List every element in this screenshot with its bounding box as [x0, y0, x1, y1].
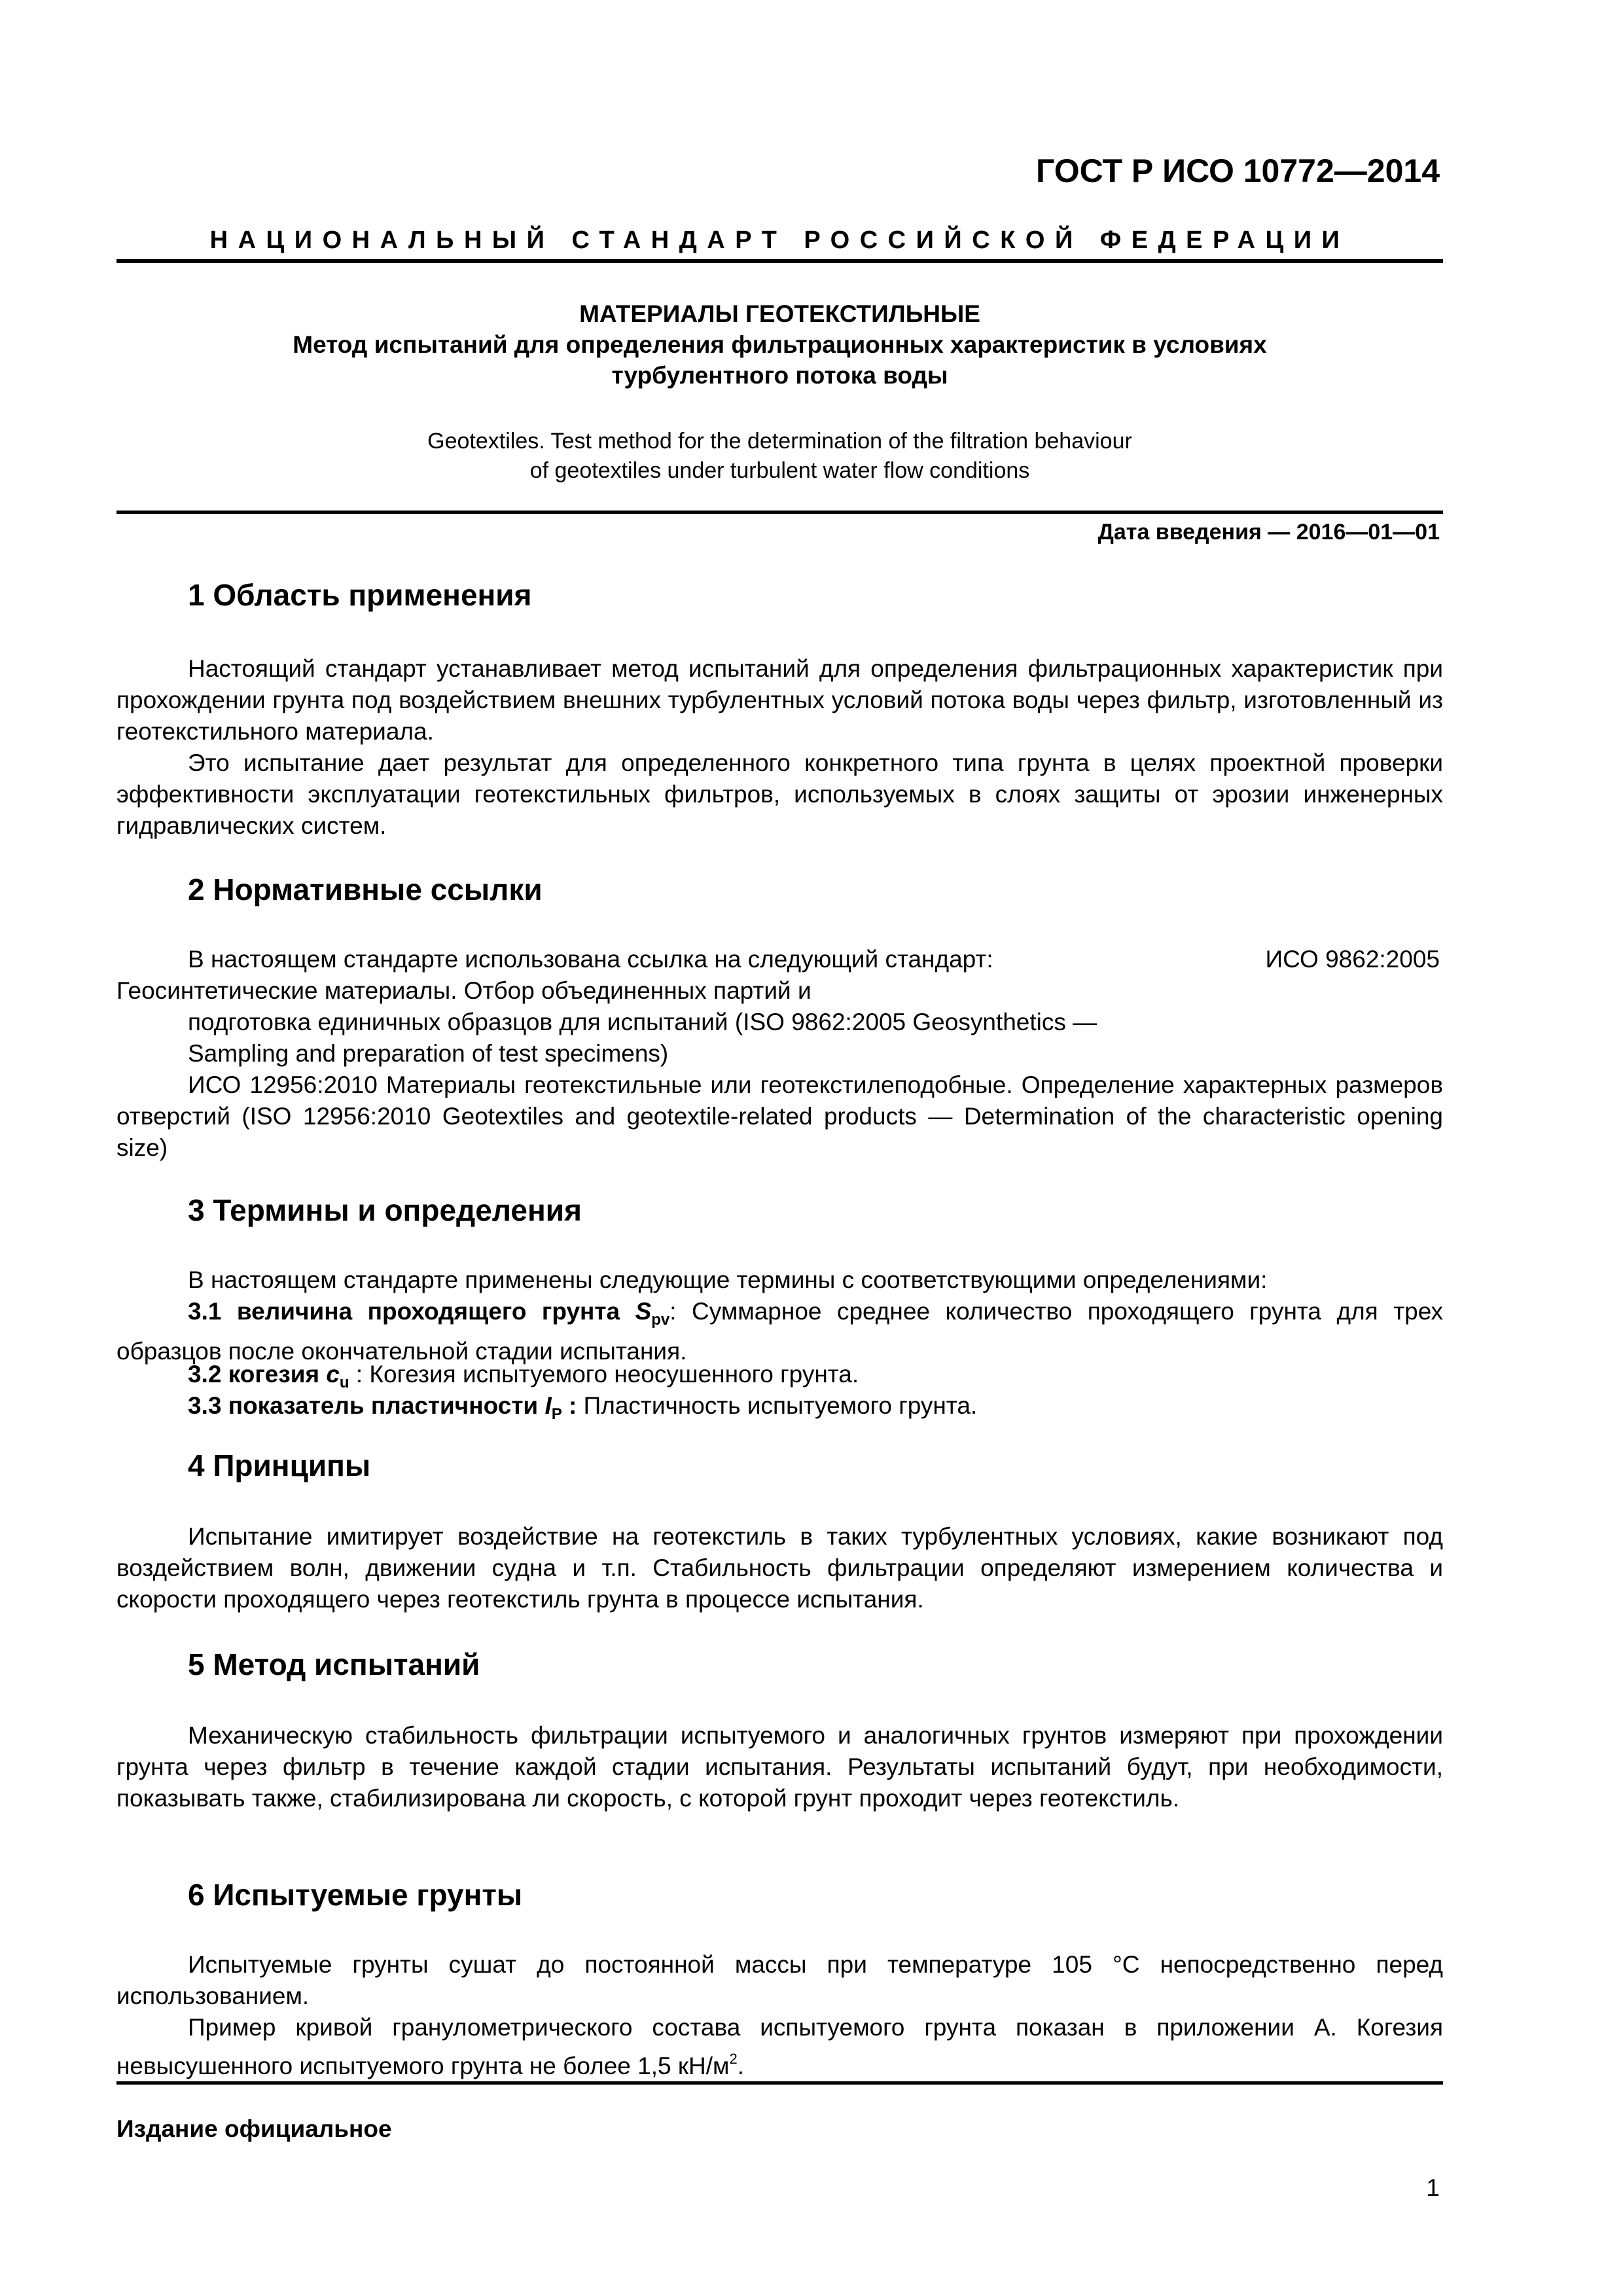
section-2-heading: 2 Нормативные ссылки: [188, 872, 543, 906]
term-3-3-symbol: I: [544, 1392, 552, 1419]
term-3-1-label: 3.1 величина проходящего грунта: [188, 1298, 635, 1325]
title-line-1: МАТЕРИАЛЫ ГЕОТЕКСТИЛЬНЫЕ: [579, 300, 980, 327]
section-6-paragraph-1: Испытуемые грунты сушат до постоянной массы при температуре 105 °С непосредственно перед использованием.: [116, 1951, 1443, 2009]
section-2-line-4: Sampling and preparation of test specimens): [188, 1040, 669, 1067]
english-title-block: [116, 427, 1443, 486]
section-1-paragraph-1: Настоящий стандарт устанавливает метод испытаний для определения фильтрационных характеристик при прохождении грунта под воздействием внешних турбулентных условий потока воды через фильтр, изготовленный из геотекстильного материала.: [116, 655, 1443, 745]
national-standard-banner: НАЦИОНАЛЬНЫЙ СТАНДАРТ РОССИЙСКОЙ ФЕДЕРАЦИИ: [209, 226, 1350, 254]
header-rule: [116, 259, 1443, 263]
title-rule: [116, 511, 1443, 514]
term-3-1-definition: : Суммарное среднее количество проходящего грунта для трех образцов после окончательной стадии испытания.: [116, 1298, 1443, 1365]
section-1-heading: 1 Область применения: [188, 578, 532, 612]
section-1-paragraph-2: Это испытание дает результат для определенного конкретного типа грунта в целях проектной проверки эффективности эксплуатации геотекстильных фильтров, используемых в слоях защиты от эрозии инженерных гидравлических систем.: [116, 749, 1443, 839]
edition-label: Издание официальное: [116, 2115, 392, 2142]
title-line-2: Метод испытаний для определения фильтрационных характеристик в условиях: [293, 331, 1267, 358]
section-4-heading: 4 Принципы: [188, 1448, 371, 1482]
english-title-line-2: of geotextiles under turbulent water flow conditions: [529, 458, 1030, 483]
section-5-paragraph-1: Механическую стабильность фильтрации испытуемого и аналогичных грунтов измеряют при прохождении грунта через фильтр в течение каждой стадии испытания. Результаты испытаний будут, при необходимости, показывать также, стабилизирована ли скорость, с которой грунт проходит через геотекстиль.: [116, 1722, 1443, 1812]
term-3-2-symbol: c: [326, 1361, 340, 1388]
term-3-3-definition: Пластичность испытуемого грунта.: [577, 1392, 978, 1419]
term-3-1-symbol: S: [635, 1298, 652, 1325]
footer-rule: [116, 2081, 1443, 2085]
section-2-line-3: подготовка единичных образцов для испытаний (ISO 9862:2005 Geosynthetics —: [188, 1009, 1097, 1035]
document-number: ГОСТ Р ИСО 10772—2014: [1036, 152, 1440, 189]
term-3-3-colon: :: [562, 1392, 577, 1419]
section-6-paragraph-2-end: .: [737, 2053, 745, 2079]
section-2-reference-iso-12956: ИСО 12956:2010 Материалы геотекстильные или геотекстилеподобные. Определение характерных размеров отверстий (ISO 12956:2010 Geotextiles and geotextile-related products — Determination of the characteristic opening size): [116, 1071, 1443, 1161]
section-3-intro: В настоящем стандарте применены следующие термины с соответствующими определениями:: [188, 1266, 1268, 1293]
section-6-paragraph-2-superscript: 2: [729, 2051, 738, 2067]
term-3-1-subscript: pv: [651, 1311, 670, 1329]
section-2-line-2: Геосинтетические материалы. Отбор объединенных партий и: [116, 977, 812, 1004]
section-6-heading: 6 Испытуемые грунты: [188, 1878, 523, 1912]
term-3-2-label: 3.2 когезия: [188, 1361, 327, 1388]
section-6-paragraph-2: [116, 2012, 1443, 2082]
term-3-2-definition: : Когезия испытуемого неосушенного грунта.: [349, 1361, 859, 1388]
section-3-heading: 3 Термины и определения: [188, 1193, 582, 1227]
term-3-1: [116, 1296, 1443, 1367]
term-3-3-label: 3.3 показатель пластичности: [188, 1392, 545, 1419]
english-title-line-1: Geotextiles. Test method for the determination of the filtration behaviour: [427, 429, 1132, 454]
section-5-heading: 5 Метод испытаний: [188, 1647, 480, 1681]
term-3-3: [188, 1390, 977, 1430]
title-block: [116, 298, 1443, 391]
page-number: 1: [1426, 2174, 1440, 2201]
term-3-3-subscript: P: [551, 1405, 562, 1423]
section-2-line-1: В настоящем стандарте использована ссылка на следующий стандарт:: [188, 946, 993, 973]
title-line-3: турбулентного потока воды: [611, 362, 948, 389]
term-3-2-subscript: u: [339, 1374, 349, 1391]
section-4-paragraph-1: Испытание имитирует воздействие на геотекстиль в таких турбулентных условиях, какие возникают под воздействием волн, движении судна и т.п. Стабильность фильтрации определяют измерением количества и скорости проходящего через геотекстиль грунта в процессе испытания.: [116, 1523, 1443, 1613]
introduction-date: Дата введения — 2016—01—01: [1097, 520, 1440, 545]
section-2-reference-iso-9862: ИСО 9862:2005: [1265, 946, 1440, 973]
section-6-paragraph-2-text: Пример кривой гранулометрического состава испытуемого грунта показан в приложении А. Когезия невысушенного испытуемого грунта не более 1,5 кН/м: [116, 2014, 1443, 2079]
